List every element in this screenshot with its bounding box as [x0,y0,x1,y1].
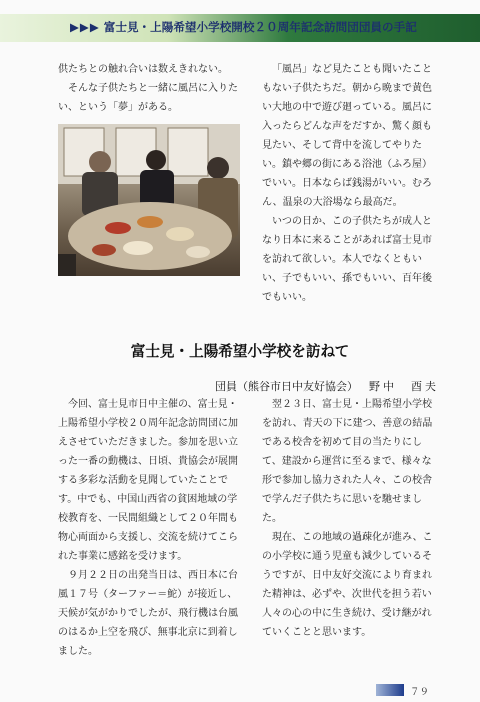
paragraph: 翌２３日、富士見・上陽希望小学校を訪れ、青天の下に建つ、善意の結晶である校舎を初めて目の当たりにして、建設から運営に至るまで、様々な形で参加し協力された人々、この校舎で学んだ子供たちに思いを馳せました。 [262,399,433,524]
dinner-photo [58,124,240,276]
paragraph: 現在、この地域の過疎化が進み、この小学校に通う児童も減少しているそうですが、日中友好交流により育まれた精神は、必ずや、次世代を担う若い人々の心の中に生き続け、受け継がれていくことと思います。 [262,532,433,638]
section-header-title: 富士見・上陽希望小学校開校２０周年記念訪問団団員の手記 [103,20,417,34]
paragraph: 今回、富士見市日中主催の、富士見・上陽希望小学校２０周年記念訪問団に加えさせていただきました。参加を思い立った一番の動機は、日頃、貴協会が展開する多彩な活動を見聞していたことです。中でも、中国山西省の貧困地域の学校教育を、一民間組織として２０年間も物心両面から支援し、交流を続けてこられた事業に感銘を受けます。 [58,399,238,562]
paragraph: 供たちとの触れ合いは数えきれない。 [58,64,228,75]
author-affiliation: 団員（熊谷市日中友好協会） [215,380,358,393]
page-number-bar [376,684,404,696]
paragraph: いつの日か、この子供たちが成人となり日本に来ることがあれば富士見市を訪れて欲しい。本人でなくともいい、子でもいい、孫でもいい、百年後でもいい。 [262,216,432,303]
first-article-left-column [58,60,240,117]
paragraph: そんな子供たちと一緒に風呂に入りたい、という「夢」がある。 [58,83,238,113]
article-right-column [262,395,437,642]
author-name: 野中 酉夫 [369,380,439,393]
arrow-icon: ▶▶▶ [70,20,100,34]
article-title: 富士見・上陽希望小学校を訪ねて [130,343,350,360]
dinner-photo-illustration [58,124,240,276]
page-number: ７９ [410,687,430,698]
section-header [70,19,475,35]
paragraph: 「風呂」など見たことも聞いたこともない子供たちだ。朝から晩まで黄色い大地の中で遊び廻っている。風呂に入ったらどんな声をだすか、驚く顔も見たい、そして背中を流してやりたい。鎮や郷の街にある浴池（ふろ屋）でいい。日本ならば銭湯がいい。むろん、温泉の大浴場なら最高だ。 [262,64,432,208]
first-article-right-column [262,60,437,307]
article-left-column [58,395,240,661]
paragraph: ９月２２日の出発当日は、西日本に台風１７号（ターファー＝鮀）が接近し、天候が気がかりでしたが、飛行機は台風のはるか上空を飛び、無事北京に到着しました。 [58,570,238,657]
